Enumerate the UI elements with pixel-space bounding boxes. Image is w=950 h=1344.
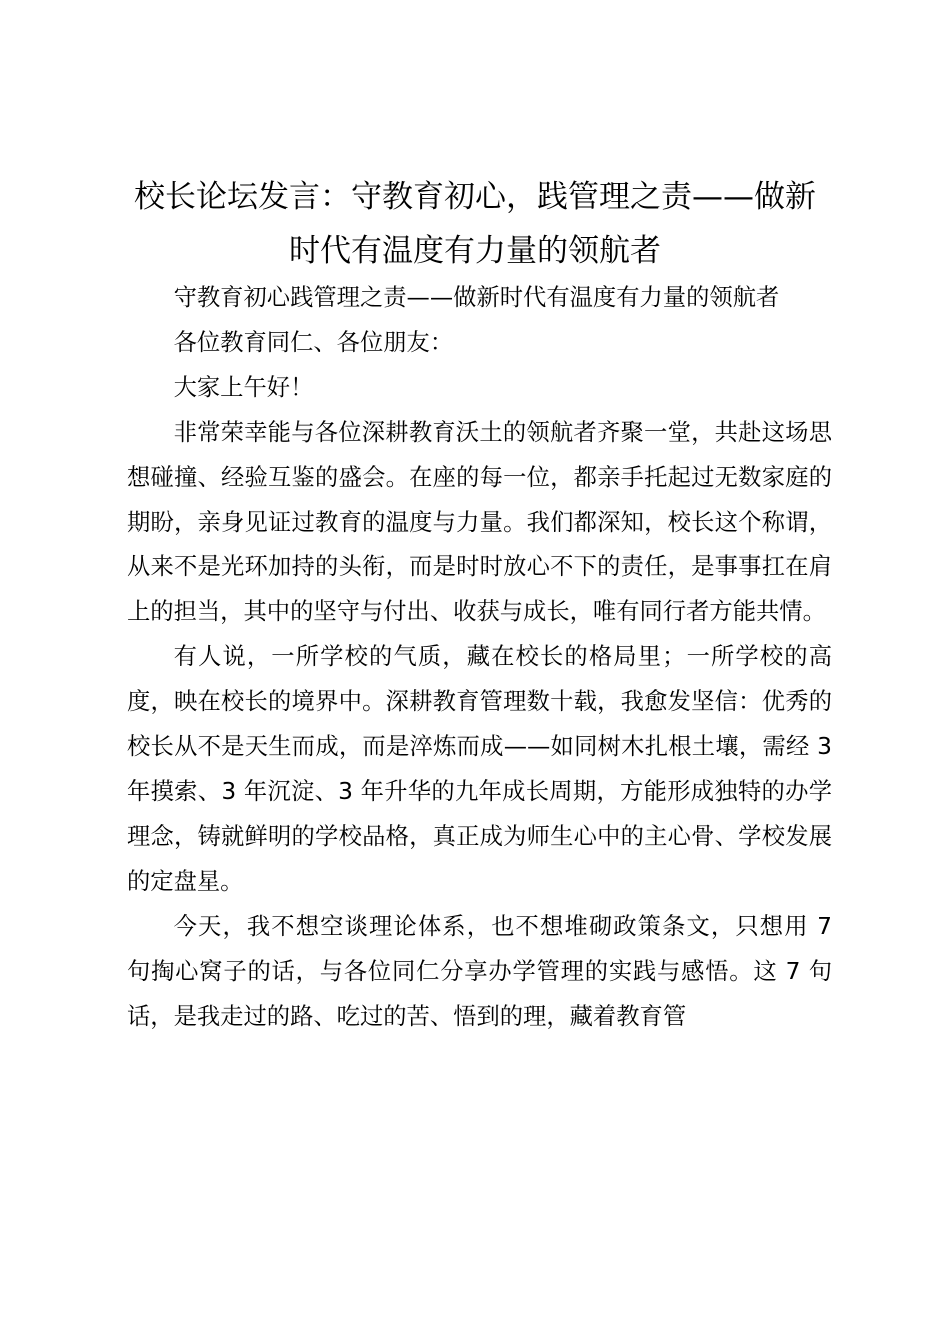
body-paragraph: 非常荣幸能与各位深耕教育沃土的领航者齐聚一堂，共赴这场思想碰撞、经验互鉴的盛会。在座的每一位，都亲手托起过无数家庭的期盼，亲身见证过教育的温度与力量。我们都深知，校长这个称谓，从来不是光环加持的头衔，而是时时放心不下的责任，是事事扛在肩上的担当，其中的坚守与付出、收获与成长，唯有同行者方能共情。	[127, 418, 832, 626]
body-paragraph: 今天，我不想空谈理论体系，也不想堆砌政策条文，只想用 7 句掏心窝子的话，与各位同仁分享办学管理的实践与感悟。这 7 句话，是我走过的路、吃过的苦、悟到的理，藏着教育管	[127, 912, 832, 1030]
greeting-paragraph: 大家上午好！	[173, 373, 314, 401]
document-title: 校长论坛发言：守教育初心，践管理之责——做新时代有温度有力量的领航者	[134, 179, 816, 269]
salutation-paragraph: 各位教育同仁、各位朋友：	[173, 328, 454, 356]
document-body	[127, 276, 832, 1039]
body-paragraph: 有人说，一所学校的气质，藏在校长的格局里；一所学校的高度，映在校长的境界中。深耕教育管理数十载，我愈发坚信：优秀的校长从不是天生而成，而是淬炼而成——如同树木扎根土壤，需经 3 年摸索、3 年沉淀、3 年升华的九年成长周期，方能形成独特的办学理念，铸就鲜明的学校品格，真正成为师生心中的主心骨、学校发展的定盘星。	[127, 643, 832, 895]
subtitle-paragraph: 守教育初心践管理之责——做新时代有温度有力量的领航者	[173, 284, 780, 311]
